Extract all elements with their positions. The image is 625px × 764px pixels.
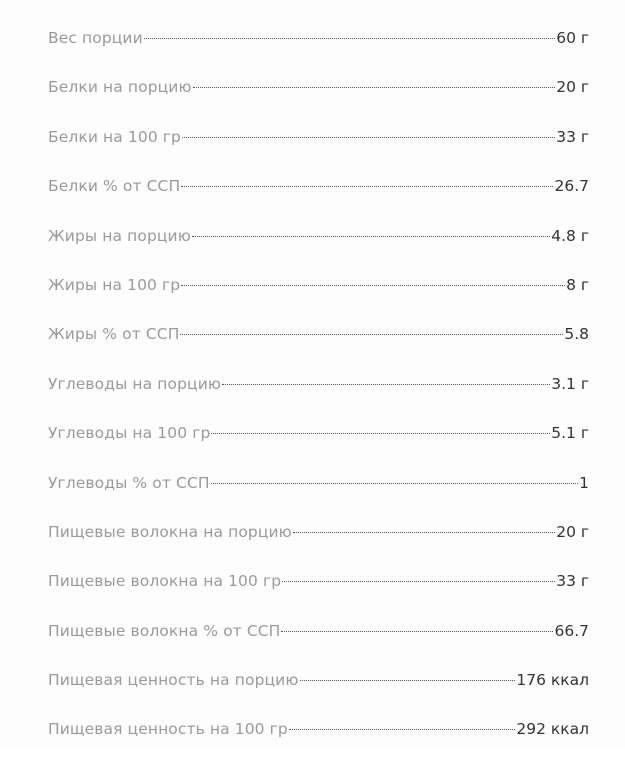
dotted-leader — [193, 87, 556, 88]
nutrition-label: Белки % от ССП — [48, 177, 181, 196]
nutrition-row — [48, 369, 589, 418]
nutrition-value: 1 — [579, 473, 589, 492]
nutrition-label: Углеводы % от ССП — [48, 473, 210, 492]
dotted-leader — [211, 483, 578, 484]
nutrition-row — [48, 714, 589, 763]
nutrition-value: 33 г — [556, 127, 589, 146]
dotted-leader — [289, 729, 515, 730]
nutrition-row — [48, 418, 589, 467]
dotted-leader — [181, 285, 565, 286]
nutrition-row — [48, 616, 589, 665]
dotted-leader — [222, 384, 550, 385]
nutrition-row — [48, 270, 589, 319]
dotted-leader — [282, 581, 555, 582]
nutrition-facts-list — [48, 23, 589, 764]
nutrition-row — [48, 517, 589, 566]
nutrition-label: Пищевые волокна % от ССП — [48, 621, 281, 640]
nutrition-label: Углеводы на 100 гр — [48, 424, 211, 443]
nutrition-row — [48, 122, 589, 171]
nutrition-value: 292 ккал — [516, 720, 589, 739]
nutrition-label: Пищевые волокна на 100 гр — [48, 572, 282, 591]
nutrition-row — [48, 319, 589, 368]
nutrition-row — [48, 171, 589, 220]
dotted-leader — [211, 433, 550, 434]
dotted-leader — [144, 38, 555, 39]
nutrition-row — [48, 665, 589, 714]
dotted-leader — [181, 186, 553, 187]
nutrition-row — [48, 566, 589, 615]
nutrition-label: Жиры на 100 гр — [48, 275, 181, 294]
dotted-leader — [300, 680, 516, 681]
nutrition-value: 5.1 г — [551, 424, 589, 443]
nutrition-label: Пищевая ценность на порцию — [48, 671, 299, 690]
dotted-leader — [192, 236, 550, 237]
nutrition-label: Пищевые волокна на порцию — [48, 522, 292, 541]
nutrition-value: 33 г — [556, 572, 589, 591]
nutrition-value: 26.7 — [554, 177, 589, 196]
nutrition-label: Жиры на порцию — [48, 226, 191, 245]
nutrition-row — [48, 221, 589, 270]
nutrition-label: Белки на 100 гр — [48, 127, 181, 146]
nutrition-value: 20 г — [556, 522, 589, 541]
nutrition-value: 8 г — [566, 275, 589, 294]
dotted-leader — [281, 631, 553, 632]
nutrition-row — [48, 468, 589, 517]
nutrition-row — [48, 23, 589, 72]
nutrition-label: Жиры % от ССП — [48, 325, 180, 344]
dotted-leader — [180, 334, 563, 335]
nutrition-value: 5.8 — [564, 325, 589, 344]
nutrition-label: Пищевая ценность на 100 гр — [48, 720, 288, 739]
nutrition-label: Белки на порцию — [48, 78, 192, 97]
nutrition-label: Вес порции — [48, 29, 143, 47]
nutrition-value: 66.7 — [554, 621, 589, 640]
nutrition-row — [48, 72, 589, 121]
nutrition-value: 176 ккал — [516, 671, 589, 690]
nutrition-value: 3.1 г — [551, 374, 589, 393]
nutrition-value: 60 г — [556, 29, 589, 47]
nutrition-label: Углеводы на порцию — [48, 374, 222, 393]
dotted-leader — [293, 532, 555, 533]
nutrition-value: 4.8 г — [551, 226, 589, 245]
nutrition-value: 20 г — [556, 78, 589, 97]
dotted-leader — [182, 137, 555, 138]
